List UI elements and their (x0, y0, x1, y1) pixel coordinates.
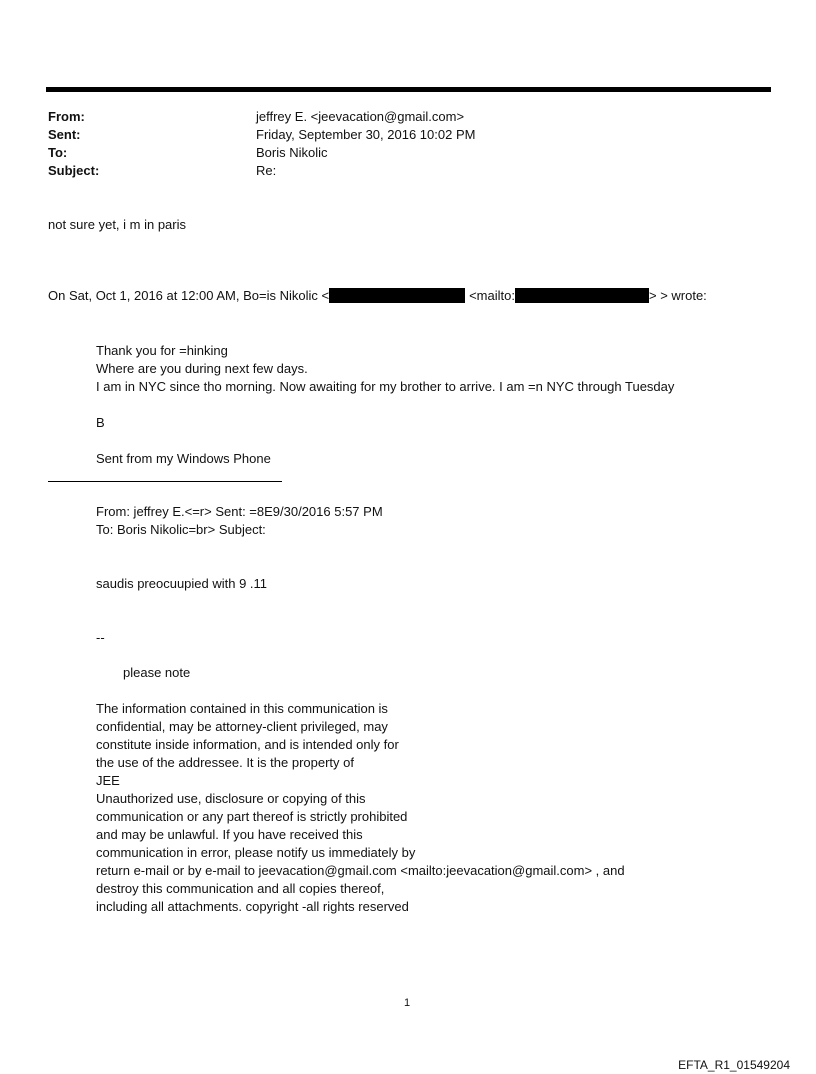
disclaimer-line: JEE (96, 773, 120, 788)
page-number: 1 (404, 997, 411, 1009)
quote-intro-end: > > wrote: (648, 288, 707, 303)
please-note: please note (123, 665, 191, 680)
quoted-line: I am in NYC since tho morning. Now awaiting for my brother to arrive. I am =n NYC through Tuesday (96, 379, 675, 394)
disclaimer-line: destroy this communication and all copies thereof, (96, 881, 385, 896)
to-value: Boris Nikolic (256, 145, 328, 160)
disclaimer-line: return e-mail or by e-mail to jeevacation@gmail.com <mailto:jeevacation@gmail.com> , and (96, 863, 625, 878)
quote-intro-mailto: <mailto: (469, 288, 515, 303)
forward-header-line: To: Boris Nikolic=br> Subject: (96, 522, 266, 537)
quoted-line: Where are you during next few days. (96, 361, 308, 376)
disclaimer-line: including all attachments. copyright -all rights reserved (96, 899, 409, 914)
disclaimer-line: the use of the addressee. It is the property of (96, 755, 354, 770)
quoted-line: Thank you for =hinking (96, 343, 228, 358)
divider (48, 481, 282, 482)
sent-label: Sent: (48, 127, 81, 142)
disclaimer-line: and may be unlawful. If you have received this (96, 827, 363, 842)
header-rule (46, 87, 771, 92)
signoff: B (96, 415, 105, 430)
disclaimer-line: confidential, may be attorney-client privileged, may (96, 719, 388, 734)
document-id: EFTA_R1_01549204 (678, 1058, 790, 1072)
sent-value: Friday, September 30, 2016 10:02 PM (256, 127, 476, 142)
redacted-email (329, 288, 465, 303)
reply-text: not sure yet, i m in paris (48, 217, 186, 232)
disclaimer-line: Unauthorized use, disclosure or copying of this (96, 791, 366, 806)
redacted-mailto (515, 288, 649, 303)
separator: -- (96, 630, 105, 645)
from-value: jeffrey E. <jeevacation@gmail.com> (256, 109, 465, 124)
disclaimer-line: constitute inside information, and is intended only for (96, 737, 399, 752)
disclaimer-line: communication or any part thereof is strictly prohibited (96, 809, 408, 824)
quote-intro (48, 287, 707, 305)
quote-intro-start: On Sat, Oct 1, 2016 at 12:00 AM, Bo=is Nikolic < (48, 288, 330, 303)
disclaimer-line: communication in error, please notify us immediately by (96, 845, 416, 860)
sent-from: Sent from my Windows Phone (96, 451, 271, 466)
forward-header-line: From: jeffrey E.<=r> Sent: =8E9/30/2016 5:57 PM (96, 504, 383, 519)
subject-value: Re: (256, 163, 277, 178)
subject-label: Subject: (48, 163, 100, 178)
forwarded-message: saudis preocuupied with 9 .11 (96, 576, 268, 591)
from-label: From: (48, 109, 85, 124)
to-label: To: (48, 145, 68, 160)
disclaimer-line: The information contained in this communication is (96, 701, 388, 716)
